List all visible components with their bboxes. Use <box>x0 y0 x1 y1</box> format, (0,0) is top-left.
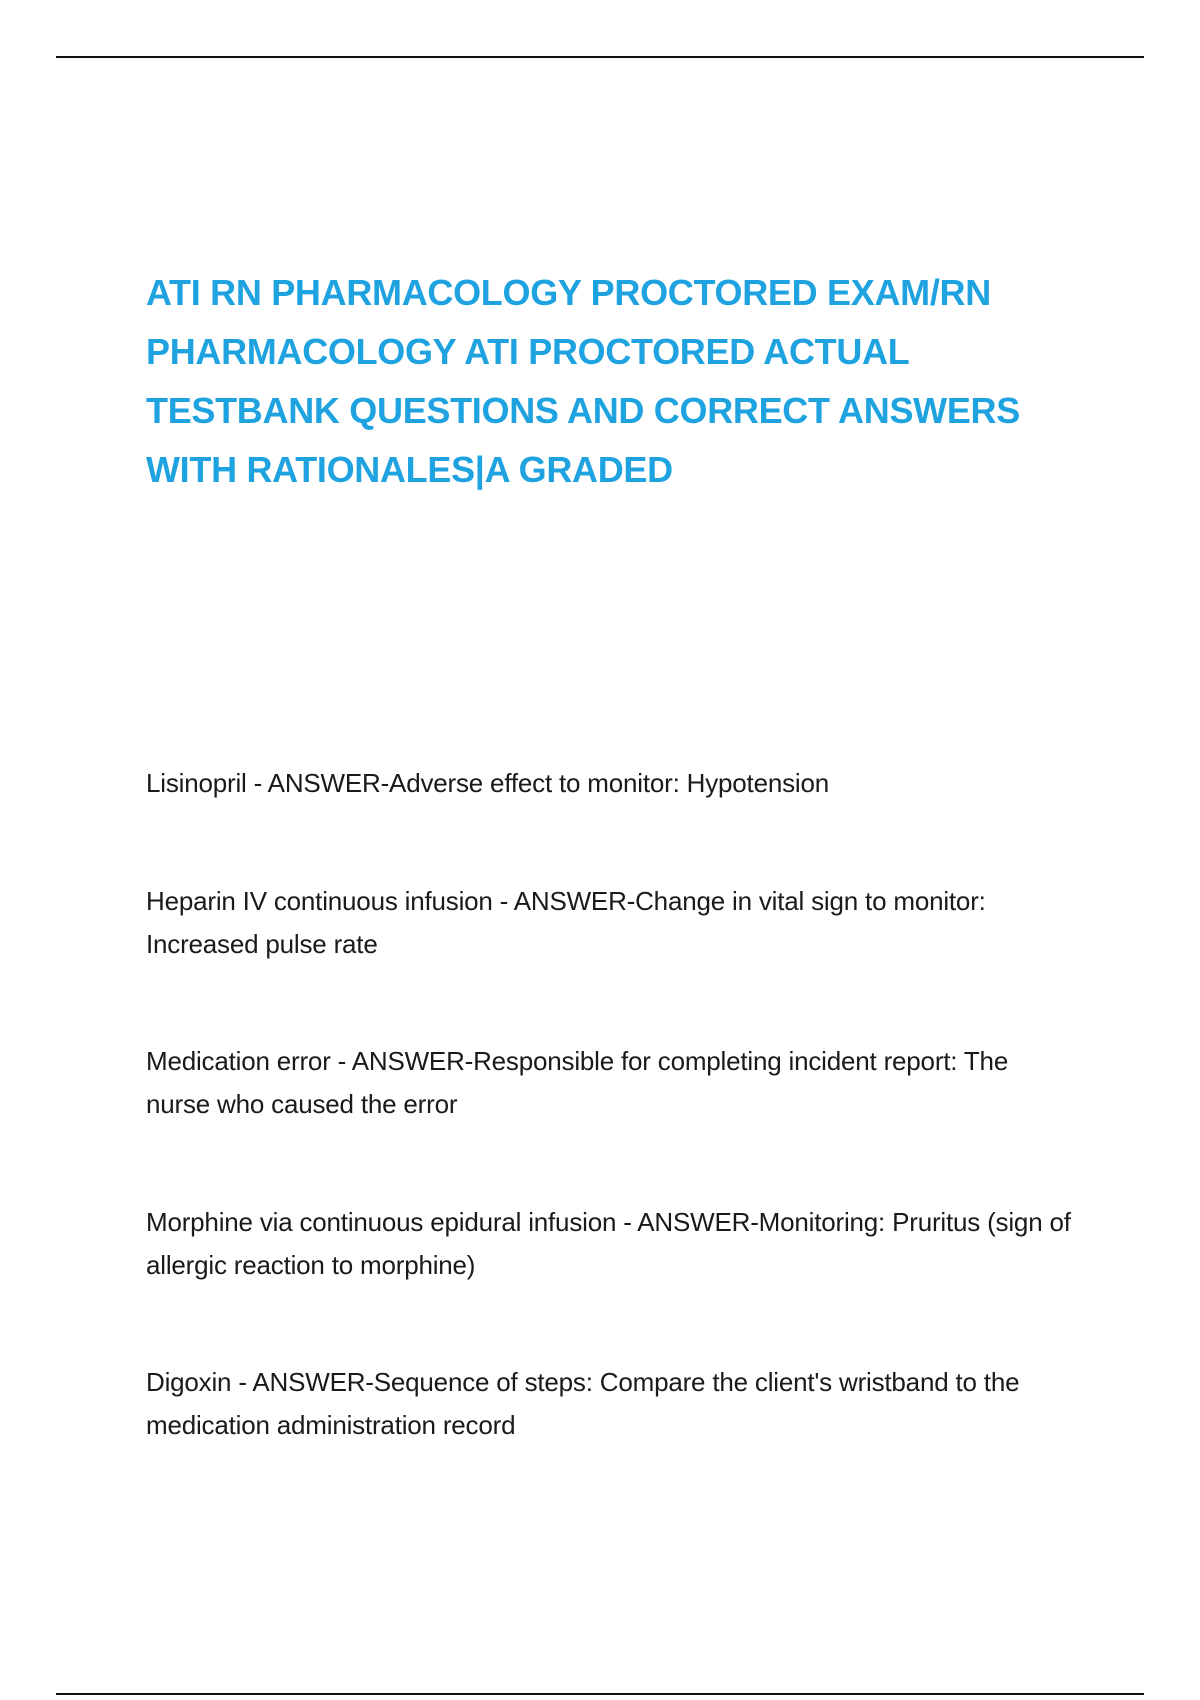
question-answer-item: Morphine via continuous epidural infusion - ANSWER-Monitoring: Pruritus (sign of allergic reaction to morphine) <box>146 1207 1071 1280</box>
question-answer-item: Heparin IV continuous infusion - ANSWER-Change in vital sign to monitor: Increased pulse rate <box>146 886 986 959</box>
document-title: ATI RN PHARMACOLOGY PROCTORED EXAM/RN PHARMACOLOGY ATI PROCTORED ACTUAL TESTBANK QUESTIONS AND CORRECT ANSWERS WITH RATIONALES|A GRADED <box>146 272 1020 490</box>
footer-rule <box>56 1693 1144 1695</box>
header-rule <box>56 56 1144 58</box>
question-answer-item: Lisinopril - ANSWER-Adverse effect to monitor: Hypotension <box>146 768 829 798</box>
question-answer-item: Medication error - ANSWER-Responsible for completing incident report: The nurse who caused the error <box>146 1046 1009 1119</box>
question-answer-item: Digoxin - ANSWER-Sequence of steps: Compare the client's wristband to the medication administration record <box>146 1367 1020 1440</box>
